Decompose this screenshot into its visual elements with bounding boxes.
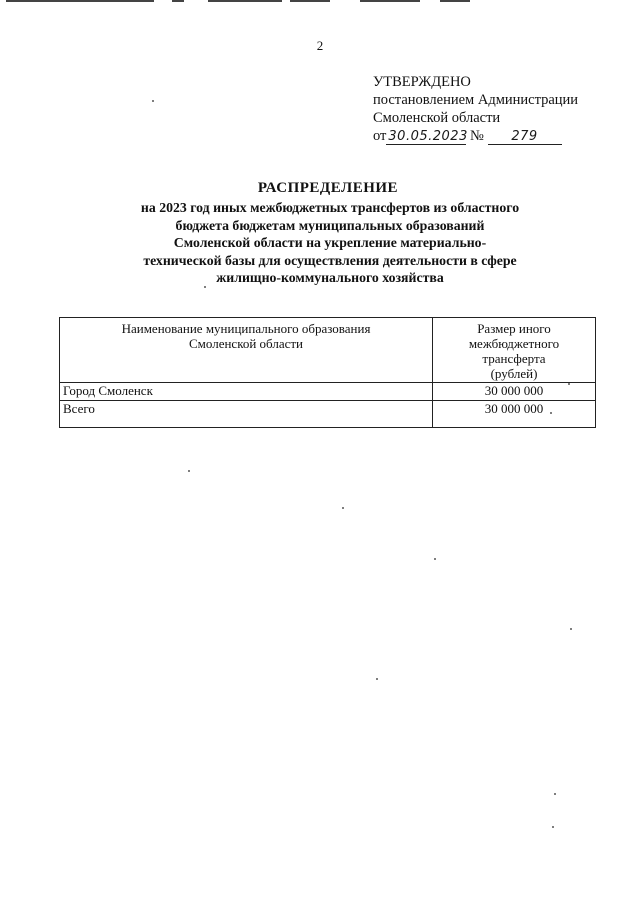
- scan-speck: [188, 470, 190, 472]
- scan-speck: [568, 383, 570, 385]
- scan-speck: [552, 826, 554, 828]
- date-prefix: от: [373, 128, 387, 144]
- page-number: 2: [316, 38, 324, 53]
- distribution-table: [59, 317, 596, 428]
- scan-speck: [570, 628, 572, 630]
- approval-date: 30.05.2023: [388, 129, 468, 144]
- approval-line-1: постановлением Администрации: [373, 92, 579, 108]
- approval-heading: УТВЕРЖДЕНО: [373, 74, 471, 90]
- document-title: РАСПРЕДЕЛЕНИЕ: [257, 180, 399, 196]
- header-amount: [433, 318, 596, 383]
- header-municipality: [60, 318, 433, 383]
- scan-speck: [342, 507, 344, 509]
- document-subtitle: на 2023 год иных межбюджетных трансфертов из областного бюджета бюджетам муниципальных образований Смоленской области на укрепление материально-технической базы для осуществления деятельности в сфере жилищно-коммунального хозяйства: [140, 200, 520, 285]
- header-amount-line-4: (рублей): [490, 366, 538, 381]
- scan-speck: [204, 286, 206, 288]
- table-row-total: [60, 401, 596, 428]
- row-municipality-name: Город Смоленск: [60, 383, 433, 401]
- row-total-amount: 30 000 000: [433, 401, 596, 428]
- scan-speck: [376, 678, 378, 680]
- scan-edge-artifact: [0, 0, 640, 3]
- scan-speck: [554, 793, 556, 795]
- number-prefix: №: [470, 128, 484, 144]
- scan-speck: [152, 100, 154, 102]
- header-municipality-line-2: Смоленской области: [188, 336, 304, 351]
- scan-speck: [550, 412, 552, 414]
- header-amount-line-3: трансферта: [482, 351, 546, 366]
- header-municipality-line-1: Наименование муниципального образования: [121, 321, 371, 336]
- scan-speck: [434, 558, 436, 560]
- approval-line-2: Смоленской области: [373, 110, 501, 126]
- header-amount-line-1: Размер иного: [477, 321, 551, 336]
- approval-number: 279: [488, 130, 562, 145]
- table-row: [60, 383, 596, 401]
- approval-date-line: [373, 127, 578, 145]
- approval-block: [373, 73, 578, 145]
- row-total-label: Всего: [60, 401, 433, 428]
- table-header-row: [60, 318, 596, 383]
- row-amount: 30 000 000: [433, 383, 596, 401]
- header-amount-line-2: межбюджетного: [468, 336, 560, 351]
